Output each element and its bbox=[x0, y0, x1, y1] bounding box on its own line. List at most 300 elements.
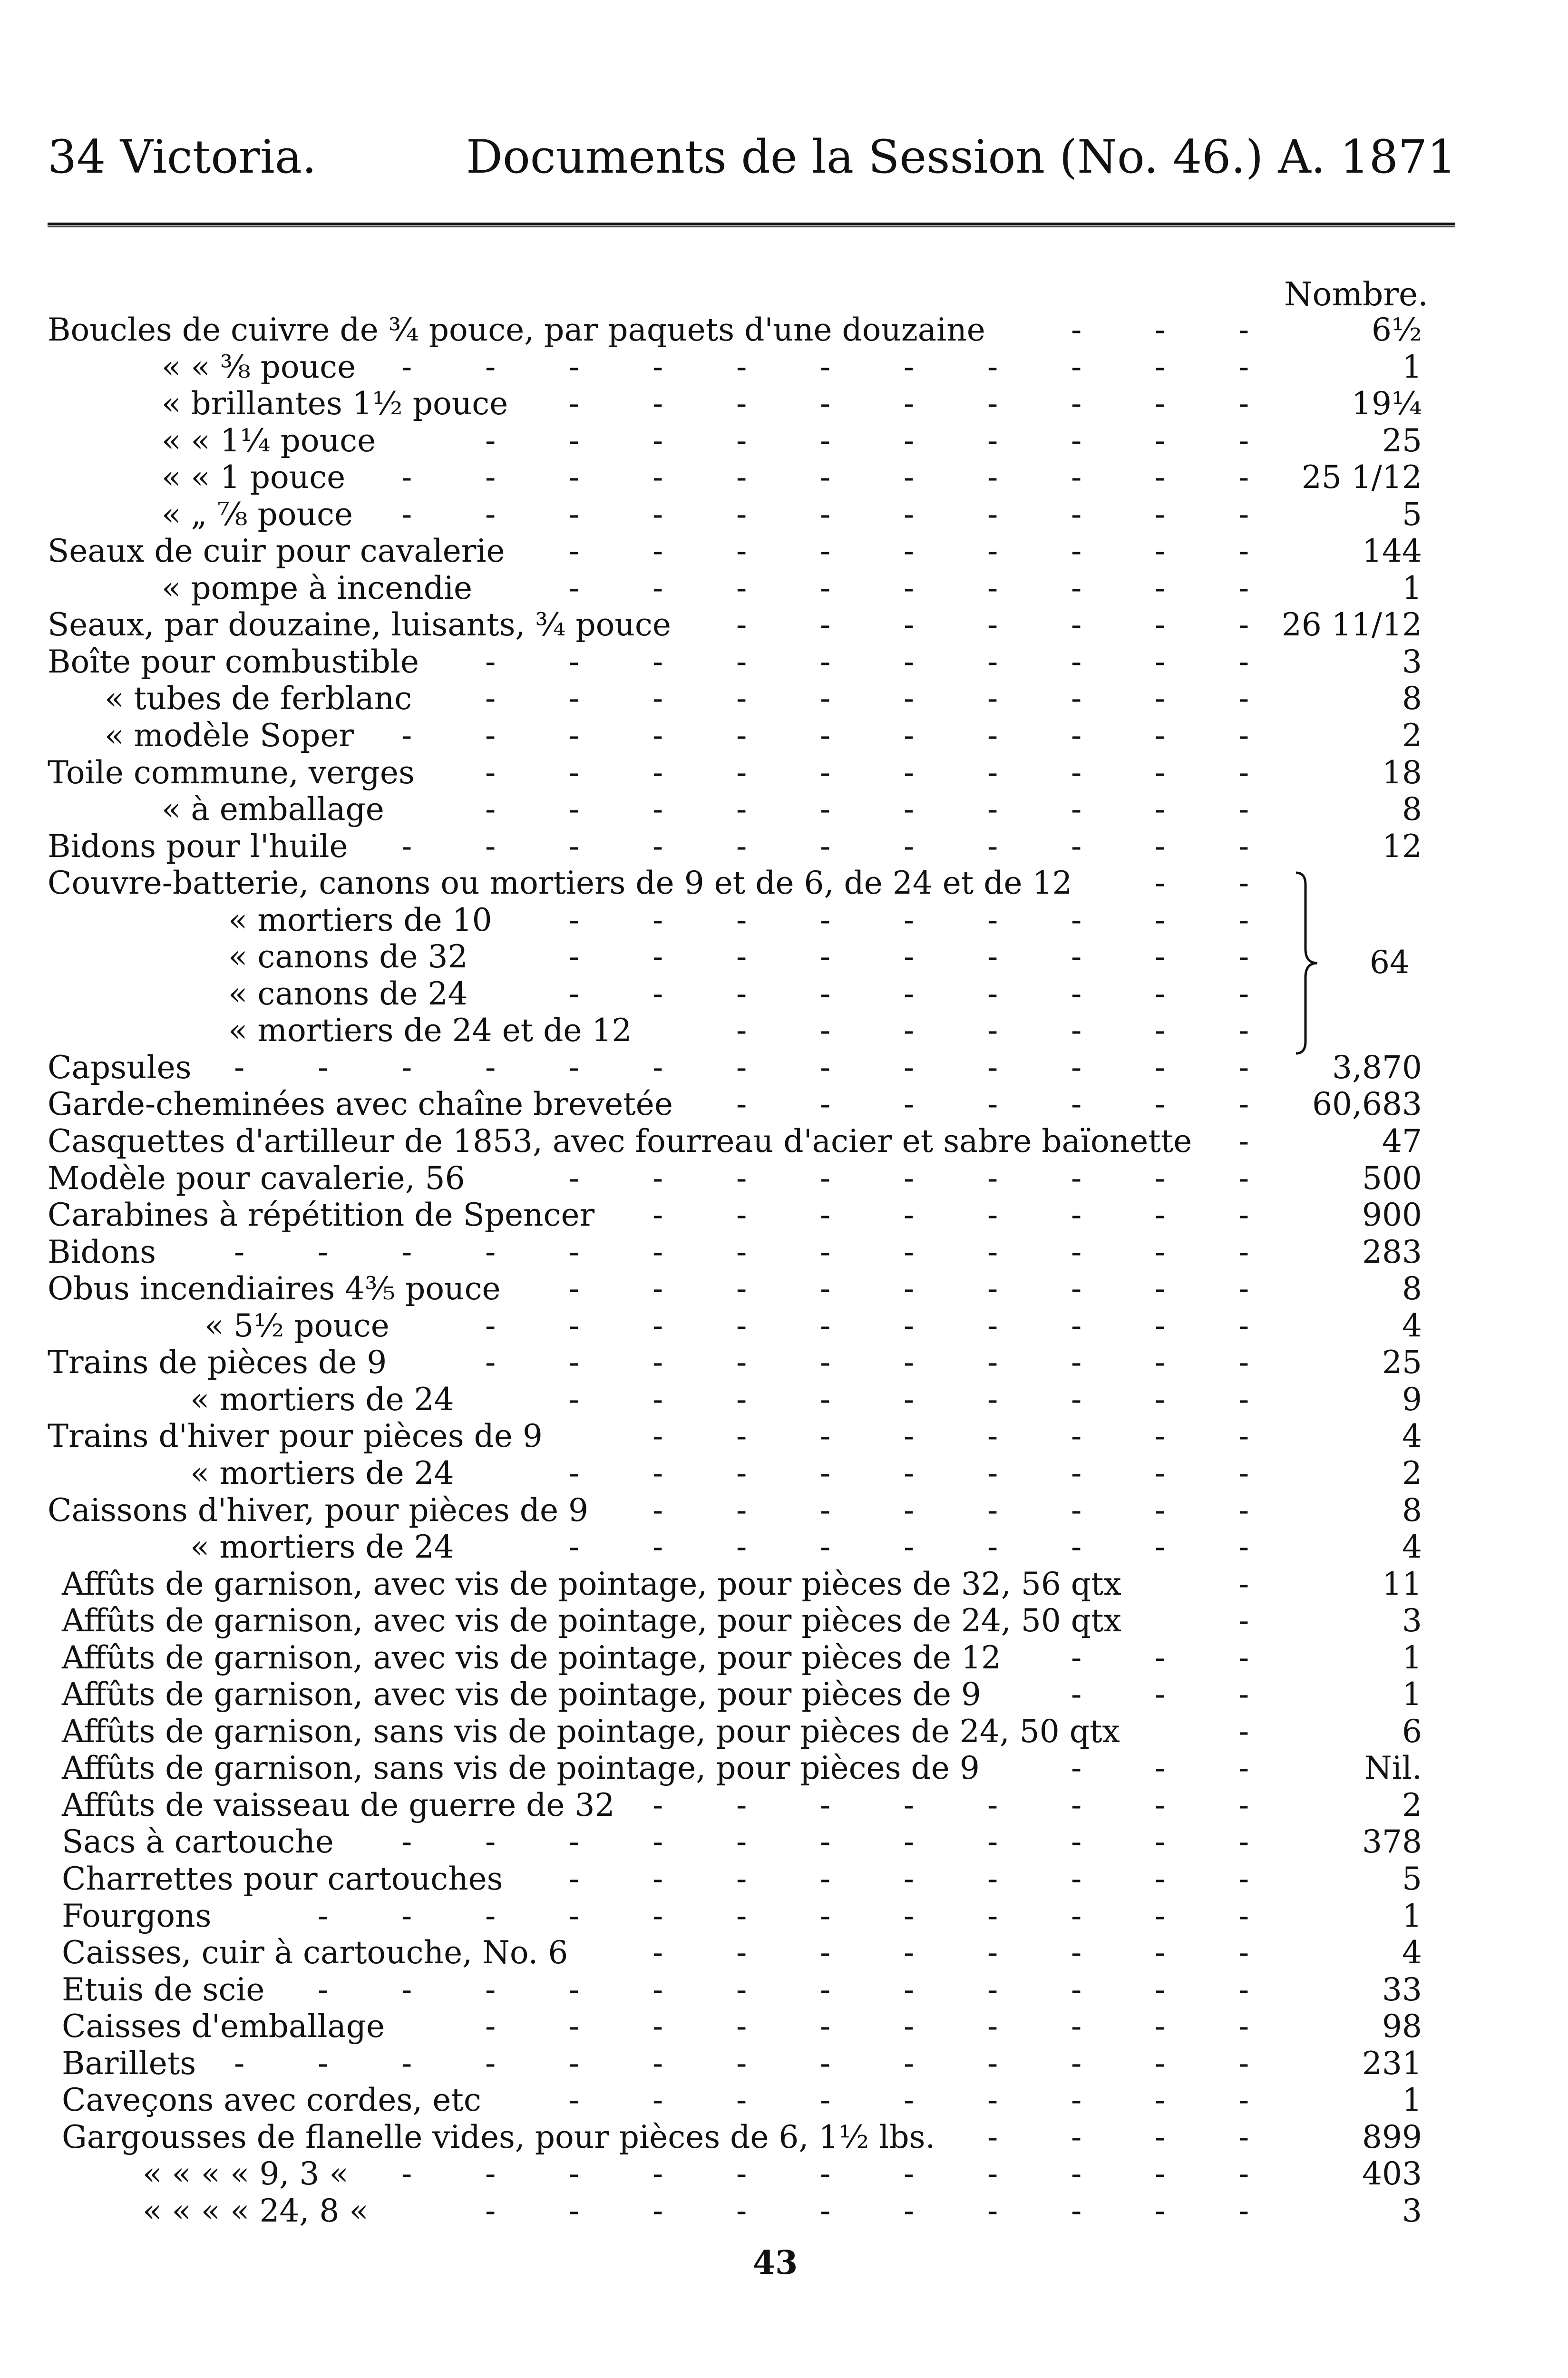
leader-dash: - bbox=[485, 717, 496, 754]
leader-dash: - bbox=[904, 2082, 915, 2119]
leader-dash: - bbox=[653, 533, 663, 570]
leader-dash: - bbox=[569, 643, 580, 680]
leader-dash: - bbox=[1071, 717, 1082, 754]
table-row bbox=[48, 1639, 1455, 1676]
leader-dash: - bbox=[485, 1897, 496, 1934]
table-row bbox=[48, 938, 1455, 975]
leader-dash: - bbox=[1071, 496, 1082, 533]
leader-dash: - bbox=[1155, 533, 1166, 570]
table-row bbox=[48, 459, 1455, 496]
item-quantity: 8 bbox=[1402, 1270, 1422, 1307]
leader-dash: - bbox=[1238, 1344, 1249, 1381]
leader-dash: - bbox=[820, 2192, 831, 2229]
leader-dash: - bbox=[904, 2155, 915, 2193]
item-quantity: 8 bbox=[1402, 680, 1422, 717]
leader-dash: - bbox=[820, 1049, 831, 1086]
leader-dash: - bbox=[987, 1491, 998, 1529]
leader-dash: - bbox=[485, 348, 496, 385]
item-label: « „ ⅞ pouce bbox=[162, 496, 353, 533]
leader-dash: - bbox=[736, 422, 747, 459]
leader-dash: - bbox=[1238, 1197, 1249, 1234]
leader-dash: - bbox=[485, 2045, 496, 2082]
leader-dash: - bbox=[987, 1233, 998, 1270]
leader-dash: - bbox=[485, 1971, 496, 2008]
dot-leaders bbox=[48, 1234, 1284, 1270]
leader-dash: - bbox=[1155, 717, 1166, 754]
leader-dash: - bbox=[1238, 1418, 1249, 1455]
leader-dash: - bbox=[1155, 1491, 1166, 1529]
leader-dash: - bbox=[1155, 2192, 1166, 2229]
leader-dash: - bbox=[1238, 1529, 1249, 1566]
leader-dash: - bbox=[904, 828, 915, 865]
leader-dash: - bbox=[318, 1897, 329, 1934]
item-label: « mortiers de 10 bbox=[228, 901, 492, 938]
leader-dash: - bbox=[987, 1307, 998, 1344]
leader-dash: - bbox=[653, 2082, 663, 2119]
dot-leaders bbox=[48, 1049, 1284, 1086]
leader-dash: - bbox=[653, 901, 663, 938]
item-quantity: 33 bbox=[1382, 1971, 1422, 2008]
leader-dash: - bbox=[1071, 312, 1082, 348]
table-row bbox=[48, 1934, 1455, 1971]
item-label: Casquettes d'artilleur de 1853, avec fourreau d'acier et sabre baïonette bbox=[48, 1123, 1192, 1160]
item-label: « canons de 24 bbox=[228, 975, 468, 1012]
leader-dash: - bbox=[904, 938, 915, 975]
leader-dash: - bbox=[1238, 1381, 1249, 1418]
table-row bbox=[48, 1344, 1455, 1381]
leader-dash: - bbox=[569, 533, 580, 570]
leader-dash: - bbox=[1155, 312, 1166, 348]
table-row bbox=[48, 1012, 1455, 1049]
item-label: « tubes de ferblanc bbox=[105, 680, 412, 717]
leader-dash: - bbox=[569, 717, 580, 754]
leader-dash: - bbox=[904, 1086, 915, 1123]
leader-dash: - bbox=[1155, 496, 1166, 533]
leader-dash: - bbox=[569, 2155, 580, 2193]
leader-dash: - bbox=[987, 1344, 998, 1381]
leader-dash: - bbox=[1238, 717, 1249, 754]
leader-dash: - bbox=[987, 385, 998, 422]
item-label: Carabines à répétition de Spencer bbox=[48, 1197, 595, 1234]
leader-dash: - bbox=[1238, 901, 1249, 938]
table-row bbox=[48, 643, 1455, 681]
table-row bbox=[48, 1160, 1455, 1197]
leader-dash: - bbox=[1155, 459, 1166, 496]
leader-dash: - bbox=[653, 1491, 663, 1529]
leader-dash: - bbox=[736, 1381, 747, 1418]
leader-dash: - bbox=[820, 1529, 831, 1566]
item-label: Modèle pour cavalerie, 56 bbox=[48, 1160, 465, 1197]
leader-dash: - bbox=[653, 680, 663, 717]
leader-dash: - bbox=[1238, 348, 1249, 385]
leader-dash: - bbox=[904, 717, 915, 754]
leader-dash: - bbox=[569, 1971, 580, 2008]
leader-dash: - bbox=[987, 1197, 998, 1234]
leader-dash: - bbox=[1155, 1270, 1166, 1307]
leader-dash: - bbox=[401, 1971, 412, 2008]
leader-dash: - bbox=[736, 1270, 747, 1307]
table-row bbox=[48, 1492, 1455, 1529]
leader-dash: - bbox=[904, 2045, 915, 2082]
item-quantity: 144 bbox=[1362, 533, 1422, 570]
leader-dash: - bbox=[987, 1270, 998, 1307]
leader-dash: - bbox=[820, 1270, 831, 1307]
leader-dash: - bbox=[820, 459, 831, 496]
table-row bbox=[48, 349, 1455, 386]
leader-dash: - bbox=[1071, 1381, 1082, 1418]
leader-dash: - bbox=[736, 348, 747, 385]
item-label: « mortiers de 24 bbox=[190, 1529, 454, 1566]
leader-dash: - bbox=[820, 385, 831, 422]
leader-dash: - bbox=[569, 1160, 580, 1197]
leader-dash: - bbox=[736, 938, 747, 975]
item-quantity: 9 bbox=[1402, 1381, 1422, 1418]
item-quantity: 18 bbox=[1382, 754, 1422, 791]
item-label: Affûts de garnison, sans vis de pointage, pour pièces de 9 bbox=[62, 1750, 980, 1787]
table-row bbox=[48, 1713, 1455, 1750]
leader-dash: - bbox=[736, 569, 747, 606]
header-right: A. 1871 bbox=[1278, 130, 1456, 184]
table-row bbox=[48, 902, 1455, 939]
leader-dash: - bbox=[904, 1786, 915, 1823]
leader-dash: - bbox=[569, 1307, 580, 1344]
leader-dash: - bbox=[987, 717, 998, 754]
leader-dash: - bbox=[653, 975, 663, 1012]
leader-dash: - bbox=[569, 2192, 580, 2229]
leader-dash: - bbox=[1071, 1197, 1082, 1234]
leader-dash: - bbox=[987, 533, 998, 570]
item-label: Bidons pour l'huile bbox=[48, 828, 348, 865]
leader-dash: - bbox=[736, 496, 747, 533]
leader-dash: - bbox=[987, 1012, 998, 1049]
leader-dash: - bbox=[569, 1529, 580, 1566]
leader-dash: - bbox=[987, 606, 998, 643]
leader-dash: - bbox=[1155, 1750, 1166, 1787]
leader-dash: - bbox=[1071, 1012, 1082, 1049]
item-label: Caissons d'hiver, pour pièces de 9 bbox=[48, 1491, 588, 1529]
leader-dash: - bbox=[1071, 606, 1082, 643]
leader-dash: - bbox=[1238, 385, 1249, 422]
leader-dash: - bbox=[904, 1971, 915, 2008]
leader-dash: - bbox=[1155, 791, 1166, 828]
table-row bbox=[48, 312, 1455, 349]
leader-dash: - bbox=[820, 1418, 831, 1455]
item-quantity: 3 bbox=[1402, 1602, 1422, 1639]
leader-dash: - bbox=[904, 2008, 915, 2045]
table-row bbox=[48, 1971, 1455, 2008]
leader-dash: - bbox=[820, 828, 831, 865]
item-quantity: 25 bbox=[1382, 422, 1422, 459]
leader-dash: - bbox=[1238, 1786, 1249, 1823]
leader-dash: - bbox=[736, 717, 747, 754]
leader-dash: - bbox=[1155, 754, 1166, 791]
leader-dash: - bbox=[820, 1086, 831, 1123]
item-label: Affûts de garnison, avec vis de pointage, pour pièces de 9 bbox=[62, 1676, 981, 1713]
table-row bbox=[48, 828, 1455, 865]
item-quantity: 899 bbox=[1362, 2118, 1422, 2155]
item-quantity: 47 bbox=[1382, 1123, 1422, 1160]
table-row bbox=[48, 975, 1455, 1013]
item-quantity: 5 bbox=[1402, 496, 1422, 533]
leader-dash: - bbox=[653, 1786, 663, 1823]
leader-dash: - bbox=[569, 385, 580, 422]
header-left: 34 Victoria. bbox=[48, 130, 317, 184]
item-label: Obus incendiaires 4⅗ pouce bbox=[48, 1270, 501, 1307]
leader-dash: - bbox=[736, 2155, 747, 2193]
leader-dash: - bbox=[736, 459, 747, 496]
item-label: « mortiers de 24 bbox=[190, 1381, 454, 1418]
leader-dash: - bbox=[569, 1270, 580, 1307]
leader-dash: - bbox=[1155, 606, 1166, 643]
item-quantity: 3 bbox=[1402, 643, 1422, 680]
leader-dash: - bbox=[653, 643, 663, 680]
leader-dash: - bbox=[904, 901, 915, 938]
leader-dash: - bbox=[1071, 1971, 1082, 2008]
leader-dash: - bbox=[820, 1012, 831, 1049]
leader-dash: - bbox=[904, 1160, 915, 1197]
leader-dash: - bbox=[653, 1049, 663, 1086]
leader-dash: - bbox=[1238, 1049, 1249, 1086]
leader-dash: - bbox=[736, 1786, 747, 1823]
item-label: « à emballage bbox=[162, 791, 384, 828]
leader-dash: - bbox=[904, 1491, 915, 1529]
leader-dash: - bbox=[1155, 975, 1166, 1012]
leader-dash: - bbox=[653, 1897, 663, 1934]
leader-dash: - bbox=[1071, 1491, 1082, 1529]
leader-dash: - bbox=[653, 1381, 663, 1418]
leader-dash: - bbox=[1155, 1860, 1166, 1897]
leader-dash: - bbox=[1071, 459, 1082, 496]
leader-dash: - bbox=[904, 606, 915, 643]
item-quantity: 500 bbox=[1362, 1160, 1422, 1197]
leader-dash: - bbox=[736, 791, 747, 828]
leader-dash: - bbox=[987, 680, 998, 717]
leader-dash: - bbox=[401, 459, 412, 496]
leader-dash: - bbox=[1071, 1160, 1082, 1197]
leader-dash: - bbox=[987, 1897, 998, 1934]
leader-dash: - bbox=[1071, 791, 1082, 828]
leader-dash: - bbox=[485, 1233, 496, 1270]
item-quantity: 8 bbox=[1402, 791, 1422, 828]
leader-dash: - bbox=[1071, 643, 1082, 680]
leader-dash: - bbox=[987, 1049, 998, 1086]
item-quantity: 900 bbox=[1362, 1197, 1422, 1234]
leader-dash: - bbox=[1238, 312, 1249, 348]
leader-dash: - bbox=[1155, 1676, 1166, 1713]
leader-dash: - bbox=[234, 1049, 245, 1086]
leader-dash: - bbox=[1071, 1086, 1082, 1123]
leader-dash: - bbox=[987, 901, 998, 938]
leader-dash: - bbox=[736, 1454, 747, 1491]
leader-dash: - bbox=[1238, 1602, 1249, 1639]
item-label: « brillantes 1½ pouce bbox=[162, 385, 508, 422]
leader-dash: - bbox=[987, 791, 998, 828]
table-row bbox=[48, 865, 1455, 902]
leader-dash: - bbox=[653, 1307, 663, 1344]
leader-dash: - bbox=[569, 791, 580, 828]
leader-dash: - bbox=[1071, 2082, 1082, 2119]
item-label: Trains de pièces de 9 bbox=[48, 1344, 387, 1381]
leader-dash: - bbox=[485, 643, 496, 680]
leader-dash: - bbox=[820, 1160, 831, 1197]
leader-dash: - bbox=[904, 496, 915, 533]
leader-dash: - bbox=[1238, 2082, 1249, 2119]
leader-dash: - bbox=[569, 1454, 580, 1491]
leader-dash: - bbox=[401, 1823, 412, 1861]
leader-dash: - bbox=[904, 1233, 915, 1270]
item-quantity: 403 bbox=[1362, 2155, 1422, 2193]
leader-dash: - bbox=[904, 1381, 915, 1418]
leader-dash: - bbox=[569, 828, 580, 865]
leader-dash: - bbox=[736, 1529, 747, 1566]
leader-dash: - bbox=[736, 2192, 747, 2229]
leader-dash: - bbox=[485, 422, 496, 459]
leader-dash: - bbox=[1155, 938, 1166, 975]
leader-dash: - bbox=[569, 496, 580, 533]
leader-dash: - bbox=[1155, 1344, 1166, 1381]
table-row bbox=[48, 1270, 1455, 1307]
leader-dash: - bbox=[1071, 1344, 1082, 1381]
leader-dash: - bbox=[904, 643, 915, 680]
item-quantity: 4 bbox=[1402, 1307, 1422, 1344]
table-row bbox=[48, 1455, 1455, 1492]
item-label: Caisses, cuir à cartouche, No. 6 bbox=[62, 1934, 568, 1971]
leader-dash: - bbox=[736, 1491, 747, 1529]
leader-dash: - bbox=[1071, 1307, 1082, 1344]
leader-dash: - bbox=[569, 1860, 580, 1897]
leader-dash: - bbox=[1155, 2008, 1166, 2045]
leader-dash: - bbox=[569, 1233, 580, 1270]
leader-dash: - bbox=[1071, 2045, 1082, 2082]
table-row bbox=[48, 2082, 1455, 2119]
leader-dash: - bbox=[820, 791, 831, 828]
leader-dash: - bbox=[401, 2045, 412, 2082]
item-quantity: 1 bbox=[1402, 1639, 1422, 1676]
leader-dash: - bbox=[1238, 2118, 1249, 2155]
table-row bbox=[48, 422, 1455, 459]
leader-dash: - bbox=[904, 1860, 915, 1897]
item-label: Barillets bbox=[62, 2045, 196, 2082]
leader-dash: - bbox=[1238, 1160, 1249, 1197]
leader-dash: - bbox=[987, 1418, 998, 1455]
leader-dash: - bbox=[569, 1897, 580, 1934]
leader-dash: - bbox=[1071, 938, 1082, 975]
item-label: « « « « 9, 3 « bbox=[143, 2155, 349, 2193]
leader-dash: - bbox=[653, 1529, 663, 1566]
leader-dash: - bbox=[653, 1418, 663, 1455]
column-heading-nombre: Nombre. bbox=[1284, 276, 1428, 313]
item-label: Caveçons avec cordes, etc bbox=[62, 2082, 481, 2119]
item-quantity: 6½ bbox=[1372, 312, 1422, 348]
leader-dash: - bbox=[736, 606, 747, 643]
leader-dash: - bbox=[1155, 2082, 1166, 2119]
leader-dash: - bbox=[653, 422, 663, 459]
leader-dash: - bbox=[653, 348, 663, 385]
item-quantity: 25 1/12 bbox=[1301, 459, 1422, 496]
table-row bbox=[48, 1086, 1455, 1123]
table-row bbox=[48, 1787, 1455, 1824]
leader-dash: - bbox=[987, 2045, 998, 2082]
leader-dash: - bbox=[485, 1049, 496, 1086]
leader-dash: - bbox=[653, 1160, 663, 1197]
leader-dash: - bbox=[1155, 1197, 1166, 1234]
item-label: « mortiers de 24 bbox=[190, 1454, 454, 1491]
leader-dash: - bbox=[820, 2155, 831, 2193]
leader-dash: - bbox=[653, 2155, 663, 2193]
leader-dash: - bbox=[1071, 1823, 1082, 1861]
table-row bbox=[48, 1602, 1455, 1639]
table-row bbox=[48, 2045, 1455, 2082]
leader-dash: - bbox=[904, 2192, 915, 2229]
leader-dash: - bbox=[987, 2008, 998, 2045]
table-row bbox=[48, 754, 1455, 791]
item-label: Capsules bbox=[48, 1049, 192, 1086]
leader-dash: - bbox=[1238, 1233, 1249, 1270]
leader-dash: - bbox=[987, 1454, 998, 1491]
table-row bbox=[48, 1418, 1455, 1455]
item-quantity: 3,870 bbox=[1332, 1049, 1422, 1086]
leader-dash: - bbox=[820, 901, 831, 938]
leader-dash: - bbox=[904, 754, 915, 791]
leader-dash: - bbox=[1238, 1270, 1249, 1307]
leader-dash: - bbox=[904, 1529, 915, 1566]
leader-dash: - bbox=[1238, 1123, 1249, 1160]
leader-dash: - bbox=[1155, 422, 1166, 459]
leader-dash: - bbox=[1238, 1491, 1249, 1529]
leader-dash: - bbox=[653, 1934, 663, 1971]
leader-dash: - bbox=[569, 754, 580, 791]
table-row bbox=[48, 1529, 1455, 1566]
leader-dash: - bbox=[820, 1823, 831, 1861]
item-quantity: 378 bbox=[1362, 1823, 1422, 1861]
item-label: « « 1 pouce bbox=[162, 459, 346, 496]
leader-dash: - bbox=[1238, 865, 1249, 902]
leader-dash: - bbox=[653, 496, 663, 533]
leader-dash: - bbox=[1155, 1160, 1166, 1197]
item-quantity: 3 bbox=[1402, 2192, 1422, 2229]
leader-dash: - bbox=[820, 1897, 831, 1934]
leader-dash: - bbox=[1155, 1934, 1166, 1971]
item-label: Gargousses de flanelle vides, pour pièces de 6, 1½ lbs. bbox=[62, 2118, 935, 2155]
item-label: « 5½ pouce bbox=[205, 1307, 390, 1344]
leader-dash: - bbox=[820, 717, 831, 754]
leader-dash: - bbox=[1238, 2008, 1249, 2045]
leader-dash: - bbox=[820, 2008, 831, 2045]
leader-dash: - bbox=[653, 2008, 663, 2045]
leader-dash: - bbox=[318, 1049, 329, 1086]
leader-dash: - bbox=[1071, 533, 1082, 570]
leader-dash: - bbox=[1238, 1086, 1249, 1123]
leader-dash: - bbox=[1155, 865, 1166, 902]
leader-dash: - bbox=[485, 1344, 496, 1381]
leader-dash: - bbox=[569, 422, 580, 459]
item-quantity: 19¼ bbox=[1352, 385, 1422, 422]
leader-dash: - bbox=[904, 422, 915, 459]
item-quantity: 1 bbox=[1402, 1897, 1422, 1934]
leader-dash: - bbox=[569, 1381, 580, 1418]
leader-dash: - bbox=[1238, 459, 1249, 496]
leader-dash: - bbox=[401, 1897, 412, 1934]
leader-dash: - bbox=[987, 459, 998, 496]
leader-dash: - bbox=[1071, 1786, 1082, 1823]
leader-dash: - bbox=[1238, 1897, 1249, 1934]
leader-dash: - bbox=[820, 569, 831, 606]
leader-dash: - bbox=[1238, 1565, 1249, 1602]
leader-dash: - bbox=[736, 680, 747, 717]
table-row bbox=[48, 1234, 1455, 1271]
leader-dash: - bbox=[1071, 569, 1082, 606]
leader-dash: - bbox=[987, 422, 998, 459]
